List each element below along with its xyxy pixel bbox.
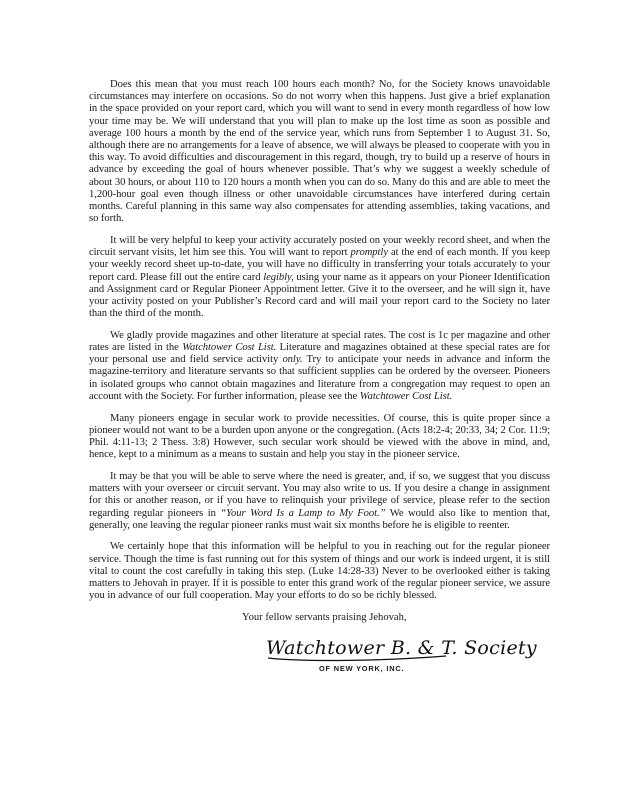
text-run: We certainly hope that this information will be helpful to you in reaching out for the regular pioneer service. Though the time is fast running out for this system of things and our work is indeed urgent, it is still vital to count the cost carefully in taking this step. (Luke 14:28-33) Never to be overlooked either is taking matters to Jehovah in prayer. If it is possible to enter this grand work of the regular pioneer service, we assure you in advance of our full cooperation. May your efforts to do so be richly blessed.: [89, 541, 550, 602]
paragraph: [89, 330, 550, 403]
text-run: We would also like to mention that, generally, one leaving the regular pioneer ranks must wait six months before he is eligible to reenter.: [89, 507, 550, 531]
italic-text: Watchtower Cost List.: [182, 342, 277, 354]
text-run: It will be very helpful to keep your activity accurately posted on your weekly record sheet, and when the circuit servant visits, let him see this. You will want to report: [89, 234, 550, 259]
signature-text: Watchtower B. & T. Society: [266, 636, 537, 659]
letter-page: [89, 79, 550, 673]
text-run: We gladly provide magazines and other literature at special rates. The cost is 1c per magazine and other rates are listed in the: [89, 329, 550, 354]
signature-graphic: [264, 628, 537, 664]
text-run: Many pioneers engage in secular work to provide necessities. Of course, this is quite proper since a pioneer would not want to be a burden upon anyone or the congregation. (Acts 18:2-4; 20:33, 34; 2 Cor. 11:9; Phil. 4:11-13; 2 Thess. 3:8) However, such secular work should be viewed with the above in mind, and, hence, kept to a minimum as a means to sustain and help you stay in the pioneer service.: [89, 412, 550, 461]
italic-text: “Your Word Is a Lamp to My Foot.”: [220, 507, 386, 519]
paragraph: [89, 235, 550, 320]
italic-text: only.: [282, 354, 303, 366]
italic-text: Watchtower Cost List.: [359, 390, 453, 402]
italic-text: promptly: [350, 247, 388, 259]
text-run: Try to anticipate your needs in advance and inform the magazine-territory and literature servants so that sufficient supplies can be ordered by the overseer. Pioneers in isolated groups who cannot obtain magazines and literature from a congregation may request to open an account with the Society. For further information, please see the: [89, 354, 550, 402]
organization-line: OF NEW YORK, INC.: [319, 663, 405, 673]
text-run: Literature and magazines obtained at these special rates are for your personal use and field service activity: [89, 342, 550, 366]
italic-text: legibly,: [263, 271, 294, 283]
paragraph: [89, 413, 550, 462]
paragraph: [89, 79, 550, 225]
text-run: Does this mean that you must reach 100 hours each month? No, for the Society knows unavoidable circumstances may interfere on occasions. So do not worry when this happens. Just give a brief explanation in the space provided on your report card, which you will want to send in every month regardless of how low your time may be. We will understand that you will plan to make up the lost time as soon as possible and average 100 hours a month by the end of the service year, which runs from September 1 to August 31. So, although there are no arrangements for a leave of absence, we will always be pleased to cooperate with you in this way. To avoid difficulties and discouragement in this regard, though, try to build up a reserve of hours in advance by exceeding the goal of hours whenever possible. That’s why we suggest a weekly schedule of about 30 hours, or about 110 to 120 hours a month when you can do so. Many do this and are able to meet the 1,200-hour goal even though illness or other unavoidable circumstances have interfered during certain months. Careful planning in this same way also compensates for attending assemblies, taking vacations, and so forth.: [89, 79, 550, 225]
text-run: It may be that you will be able to serve where the need is greater, and, if so, we suggest that you discuss matters with your overseer or circuit servant. You may also write to us. If you desire a change in assignment for this or another reason, or if you have to relinquish your privilege of service, please refer to the section regarding regular pioneers in: [89, 470, 550, 519]
paragraph: [89, 541, 550, 602]
paragraph: [89, 471, 550, 532]
letter-body: [89, 79, 550, 602]
text-run: at the end of each month. If you keep your weekly record sheet up-to-date, you will have no difficulty in transferring your totals accurately to your report card. Please fill out the entire card: [89, 247, 550, 283]
closing-line: Your fellow servants praising Jehovah,: [242, 611, 407, 623]
signature: [89, 628, 550, 664]
text-run: using your name as it appears on your Pioneer Identification and Assignment card or Regular Pioneer Appointment letter. Give it to the overseer, and he will sign it, have your activity posted on your Publisher’s Record card and will mail your report card to the Society no later than the third of the month.: [89, 271, 550, 320]
